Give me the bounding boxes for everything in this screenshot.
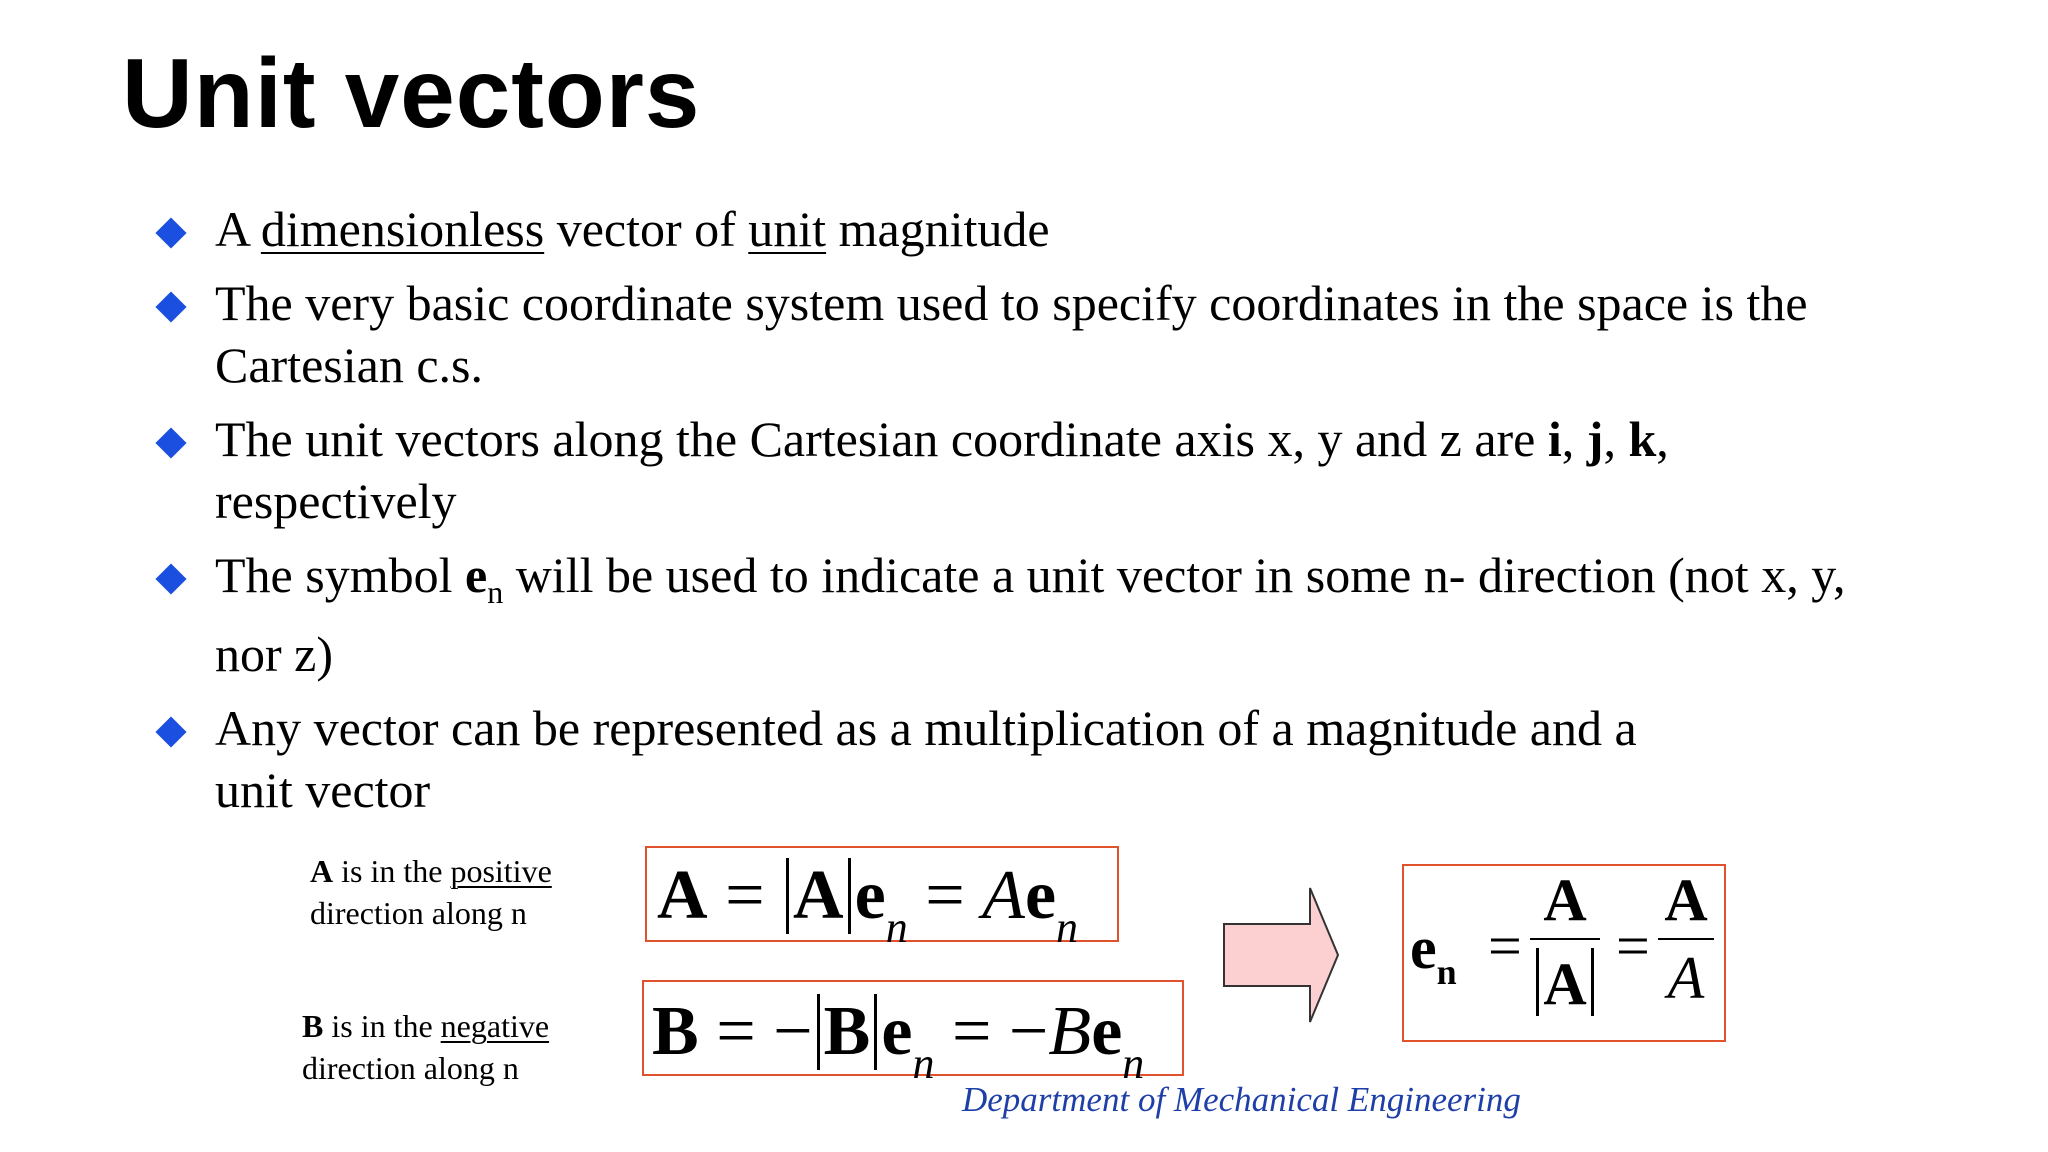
eq-operator: =: [707, 857, 783, 934]
note-text: is in the: [333, 853, 451, 889]
eq-operator: =: [1488, 913, 1522, 979]
subscript-n: n: [487, 574, 504, 610]
frac-numerator: A: [1543, 867, 1587, 933]
bullet-item: [160, 272, 1920, 396]
note-underlined-word: negative: [440, 1008, 550, 1044]
eq-symbol: A: [793, 857, 844, 934]
note-text: direction along n: [310, 895, 527, 931]
footer-department: Department of Mechanical Engineering: [962, 1080, 1521, 1119]
equation-box-a: [645, 846, 1119, 952]
eq-subscript: n: [1122, 1039, 1145, 1088]
eq-operator: = −: [698, 993, 813, 1070]
eq-subscript: n: [1056, 903, 1079, 952]
unit-vector-i: i: [1547, 411, 1562, 467]
bullet-item: [160, 198, 1920, 260]
eq-symbol: e: [1091, 993, 1123, 1070]
eq-symbol: B: [652, 993, 699, 1070]
eq-symbol: B: [823, 993, 871, 1070]
diamond-bullet-icon: [155, 716, 186, 747]
eq-subscript: n: [1436, 952, 1457, 992]
separator: ,: [1561, 411, 1587, 467]
frac-denominator: [1530, 948, 1600, 1016]
frac-denominator: A: [1667, 945, 1705, 1011]
diamond-bullet-icon: [155, 563, 186, 594]
diamond-bullet-icon: [155, 291, 186, 322]
en-symbol: [1410, 915, 1457, 992]
eq-operator: =: [907, 857, 983, 934]
equation-b: [652, 993, 1145, 1088]
note-symbol: B: [302, 1008, 324, 1044]
eq-symbol: e: [1410, 915, 1437, 981]
bullet-text: Any vector can be represented as a multiplication of a magnitude and a unit vector: [215, 700, 1637, 818]
bullet-text: The unit vectors along the Cartesian coordinate axis x, y and z are: [215, 411, 1548, 467]
bullet-text: will be used to indicate a unit vector in some n- direction (not x, y, nor z): [215, 547, 1846, 682]
abs-bar: [817, 994, 820, 1070]
abs-bar: [874, 994, 877, 1070]
equation-a: [657, 857, 1079, 952]
note-negative: [302, 1005, 549, 1089]
eq-symbol: A: [657, 857, 708, 934]
bullet-text: vector of: [544, 201, 749, 257]
bullet-text: magnitude: [826, 201, 1050, 257]
eq-operator: = −: [934, 993, 1049, 1070]
bullet-item: [160, 544, 1920, 685]
bullet-text: A: [215, 201, 261, 257]
right-arrow-icon: [1222, 886, 1340, 1024]
slide-title: Unit vectors: [122, 38, 701, 148]
diamond-bullet-icon: [155, 217, 186, 248]
equation-box-en: [1402, 864, 1726, 1042]
bullet-item: [160, 697, 1920, 821]
note-symbol: A: [310, 853, 334, 889]
fraction-line: [1530, 938, 1600, 940]
symbol-e: e: [464, 547, 488, 603]
note-text: is in the: [323, 1008, 441, 1044]
eq-subscript: n: [912, 1039, 935, 1088]
eq-symbol: B: [1048, 993, 1092, 1070]
eq-symbol: e: [1024, 857, 1057, 934]
bullet-text: The very basic coordinate system used to specify coordinates in the space is the Cartesian c.s.: [215, 275, 1808, 393]
note-text: direction along n: [302, 1050, 519, 1086]
underlined-word: dimensionless: [260, 201, 545, 257]
separator: ,: [1603, 411, 1629, 467]
abs-bar: [1591, 948, 1594, 1016]
frac-denominator-text: A: [1543, 951, 1587, 1017]
note-positive: [310, 850, 552, 934]
eq-symbol: e: [881, 993, 913, 1070]
fraction-line: [1658, 938, 1714, 940]
unit-vector-j: j: [1586, 411, 1604, 467]
bullet-item: [160, 408, 1920, 532]
abs-bar: [786, 858, 789, 934]
eq-symbol: e: [854, 857, 886, 934]
bullet-list: [160, 198, 1920, 833]
bullet-text: , respectively: [215, 411, 1669, 529]
eq-symbol: A: [982, 857, 1025, 934]
frac-numerator: A: [1664, 867, 1708, 933]
eq-subscript: n: [885, 903, 908, 952]
underlined-word: unit: [748, 201, 827, 257]
abs-bar: [848, 858, 851, 934]
fraction-2: [1658, 867, 1714, 1011]
unit-vector-k: k: [1628, 411, 1657, 467]
fraction-1: [1530, 867, 1600, 1017]
diamond-bullet-icon: [155, 427, 186, 458]
abs-bar: [1536, 948, 1539, 1016]
eq-operator: =: [1616, 913, 1650, 979]
bullet-text: The symbol: [215, 547, 465, 603]
equation-box-b: [642, 980, 1184, 1088]
note-underlined-word: positive: [450, 853, 552, 889]
